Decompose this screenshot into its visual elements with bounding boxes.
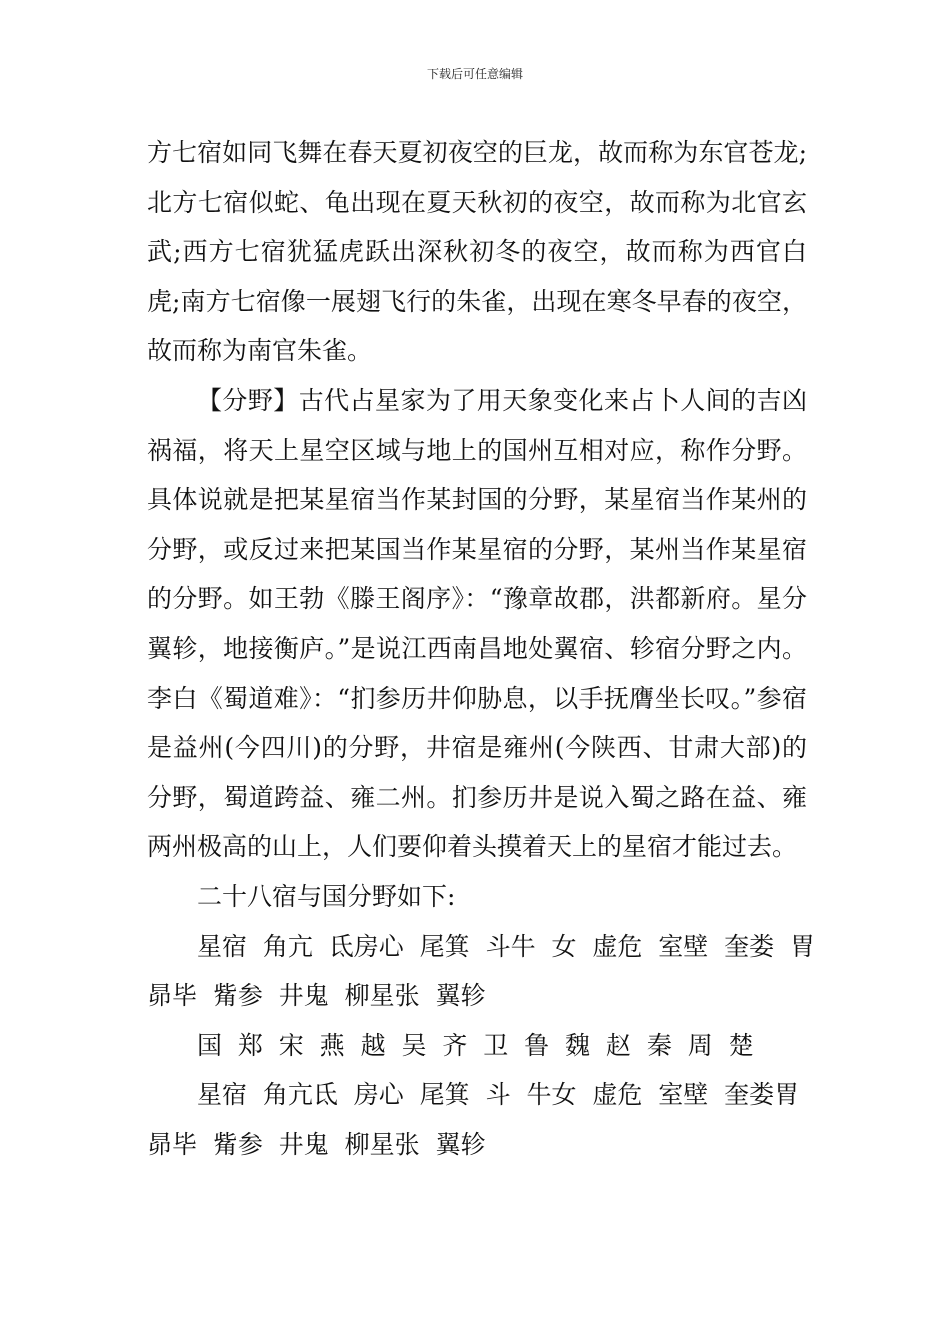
paragraph-list-intro: 二十八宿与国分野如下: (197, 881, 456, 911)
fenye-table (147, 922, 816, 1170)
paragraph-four-symbols: 方七宿如同飞舞在春天夏初夜空的巨龙，故而称为东官苍龙;北方七宿似蛇、龟出现在夏天秋初的夜空，故而称为北官玄武;西方七宿犹猛虎跃出深秋初冬的夜空，故而称为西官白虎;南方七宿像一展翅飞行的朱雀，出现在寒冬早春的夜空，故而称为南官朱雀。 (147, 138, 807, 366)
table-row-xingxiu-1: 星宿 角亢 氐房心 尾箕 斗牛 女 虚危 室壁 奎娄 胃 (197, 931, 816, 961)
table-row-xingxiu-2-cont: 昴毕 觜参 井鬼 柳星张 翼轸 (147, 1129, 486, 1159)
paragraph-fenye: 【分野】古代占星家为了用天象变化来占卜人间的吉凶祸福，将天上星空区域与地上的国州互相对应，称作分野。具体说就是把某星宿当作某封国的分野，某星宿当作某州的分野，或反过来把某国当作某星宿的分野，某州当作某星宿的分野。如王勃《滕王阁序》：“豫章故郡，洪都新府。星分翼轸，地接衡庐。”是说江西南昌地处翼宿、轸宿分野之内。李白《蜀道难》：“扪参历井仰胁息，以手抚膺坐长叹。”参宿是益州(今四川)的分野，井宿是雍州(今陕西、甘肃大部)的分野，蜀道跨益、雍二州。扪参历井是说入蜀之路在益、雍两州极高的山上，人们要仰着头摸着天上的星宿才能过去。 (147, 385, 807, 862)
table-row-guo: 国 郑 宋 燕 越 吴 齐 卫 鲁 魏 赵 秦 周 楚 (197, 1030, 754, 1060)
page-header: 下载后可任意编辑 (426, 67, 523, 81)
document-body (147, 128, 816, 1169)
table-row-xingxiu-2: 星宿 角亢氐 房心 尾箕 斗 牛女 虚危 室壁 奎娄胃 (197, 1080, 800, 1110)
table-row-xingxiu-1-cont: 昴毕 觜参 井鬼 柳星张 翼轸 (147, 981, 486, 1011)
